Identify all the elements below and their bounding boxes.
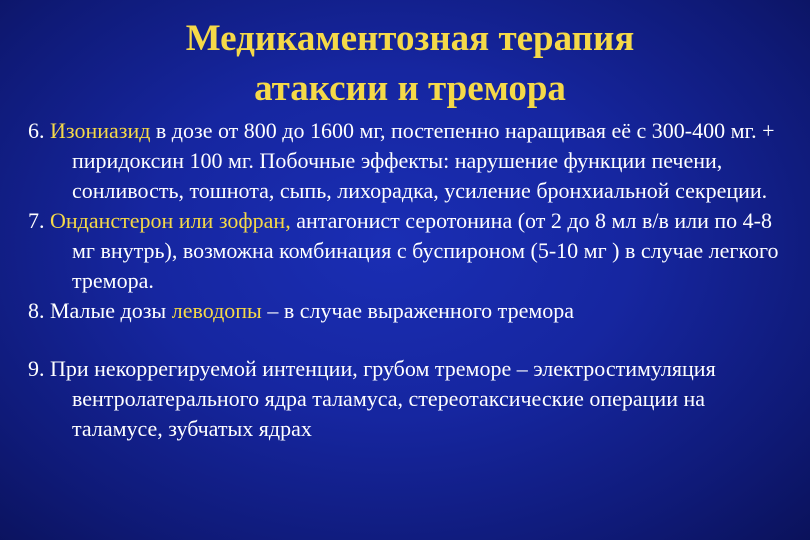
item-number: 6. bbox=[28, 118, 50, 143]
item-prefix: Малые дозы bbox=[50, 298, 172, 323]
item-number: 8. bbox=[28, 298, 50, 323]
drug-name-ondansetron: Онданстерон или зофран, bbox=[50, 208, 291, 233]
drug-name-levodopa: леводопы bbox=[171, 298, 262, 323]
item-text: антагонист серотонина (от 2 до 8 мл в/в или по 4-8 мг внутрь), возможна комбинация с буспироном (5-10 мг ) в случае легкого тремора. bbox=[72, 208, 779, 293]
title-line-1: Медикаментозная терапия bbox=[185, 18, 635, 59]
title-line-2: атаксии и тремора bbox=[254, 68, 566, 109]
drug-name-isoniazid: Изониазид bbox=[50, 118, 151, 143]
slide-body bbox=[28, 116, 798, 444]
list-item-6 bbox=[28, 116, 798, 206]
list-item-7 bbox=[28, 206, 798, 296]
item-text: – в случае выраженного тремора bbox=[261, 298, 575, 323]
list-item-8 bbox=[28, 296, 798, 326]
list-item-9 bbox=[28, 354, 798, 444]
item-text: При некоррегируемой интенции, грубом треморе – электростимуляция вентролатерального ядра таламуса, стереотаксические операции на таламусе, зубчатых ядрах bbox=[50, 356, 716, 441]
item-number: 7. bbox=[28, 208, 50, 233]
item-number: 9. bbox=[28, 356, 50, 381]
item-text: в дозе от 800 до 1600 мг, постепенно наращивая её с 300-400 мг. + пиридоксин 100 мг. Побочные эффекты: нарушение функции печени, сонливость, тошнота, сыпь, лихорадка, усиление бронхиальной секреции. bbox=[72, 118, 775, 203]
slide-title bbox=[0, 14, 810, 114]
